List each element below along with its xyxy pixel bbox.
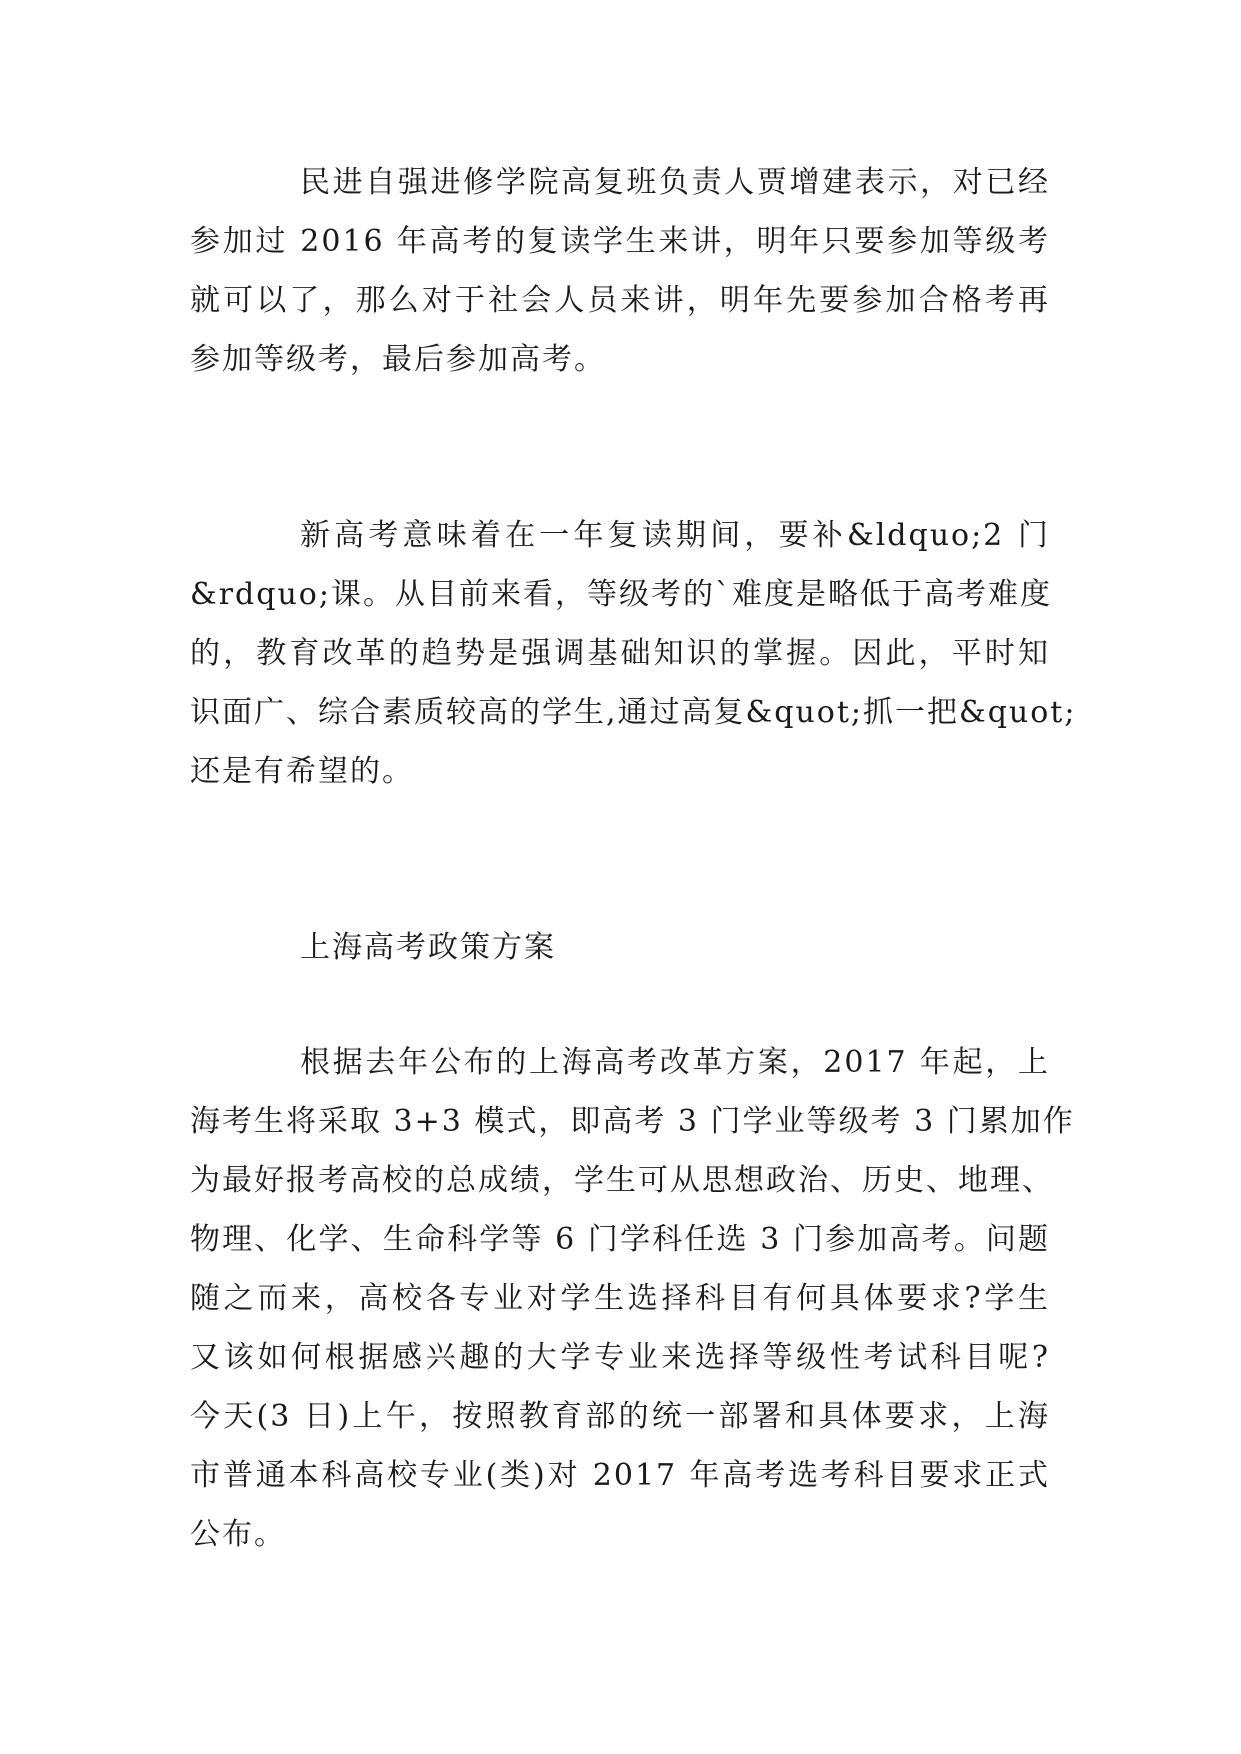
paragraph-3-line-1: 根据去年公布的上海高考改革方案，2017 年起，上 xyxy=(300,1045,1050,1080)
paragraph-2-line-1: 新高考意味着在一年复读期间，要补&ldquo;2 门 xyxy=(300,518,1050,553)
section-heading: 上海高考政策方案 xyxy=(300,930,556,965)
paragraph-3-line-7: 今天(3 日)上午，按照教育部的统一部署和具体要求，上海 xyxy=(190,1399,1050,1434)
paragraph-3-line-4: 物理、化学、生命科学等 6 门学科任选 3 门参加高考。问题 xyxy=(190,1222,1050,1257)
paragraph-2-line-3: 的，教育改革的趋势是强调基础知识的掌握。因此，平时知 xyxy=(190,636,1050,671)
paragraph-1-line-3: 就可以了，那么对于社会人员来讲，明年先要参加合格考再 xyxy=(190,283,1050,318)
paragraph-2-line-4: 识面广、综合素质较高的学生,通过高复&quot;抓一把&quot; xyxy=(190,695,1077,730)
paragraph-3-line-5: 随之而来，高校各专业对学生选择科目有何具体要求?学生 xyxy=(190,1281,1050,1316)
paragraph-2-line-2: &rdquo;课。从目前来看，等级考的`难度是略低于高考难度 xyxy=(190,577,1052,612)
paragraph-3-line-2: 海考生将采取 3+3 模式，即高考 3 门学业等级考 3 门累加作 xyxy=(190,1104,1075,1139)
paragraph-3-line-8: 市普通本科高校专业(类)对 2017 年高考选考科目要求正式 xyxy=(190,1458,1050,1493)
paragraph-3-line-3: 为最好报考高校的总成绩，学生可从思想政治、历史、地理、 xyxy=(190,1163,1054,1198)
paragraph-1-line-1: 民进自强进修学院高复班负责人贾增建表示，对已经 xyxy=(300,165,1050,200)
paragraph-2-line-5: 还是有希望的。 xyxy=(190,754,414,789)
paragraph-1-line-2: 参加过 2016 年高考的复读学生来讲，明年只要参加等级考 xyxy=(190,224,1050,259)
paragraph-3-line-6: 又该如何根据感兴趣的大学专业来选择等级性考试科目呢? xyxy=(190,1340,1050,1375)
paragraph-3-line-9: 公布。 xyxy=(190,1517,286,1552)
paragraph-1-line-4: 参加等级考，最后参加高考。 xyxy=(190,342,606,377)
